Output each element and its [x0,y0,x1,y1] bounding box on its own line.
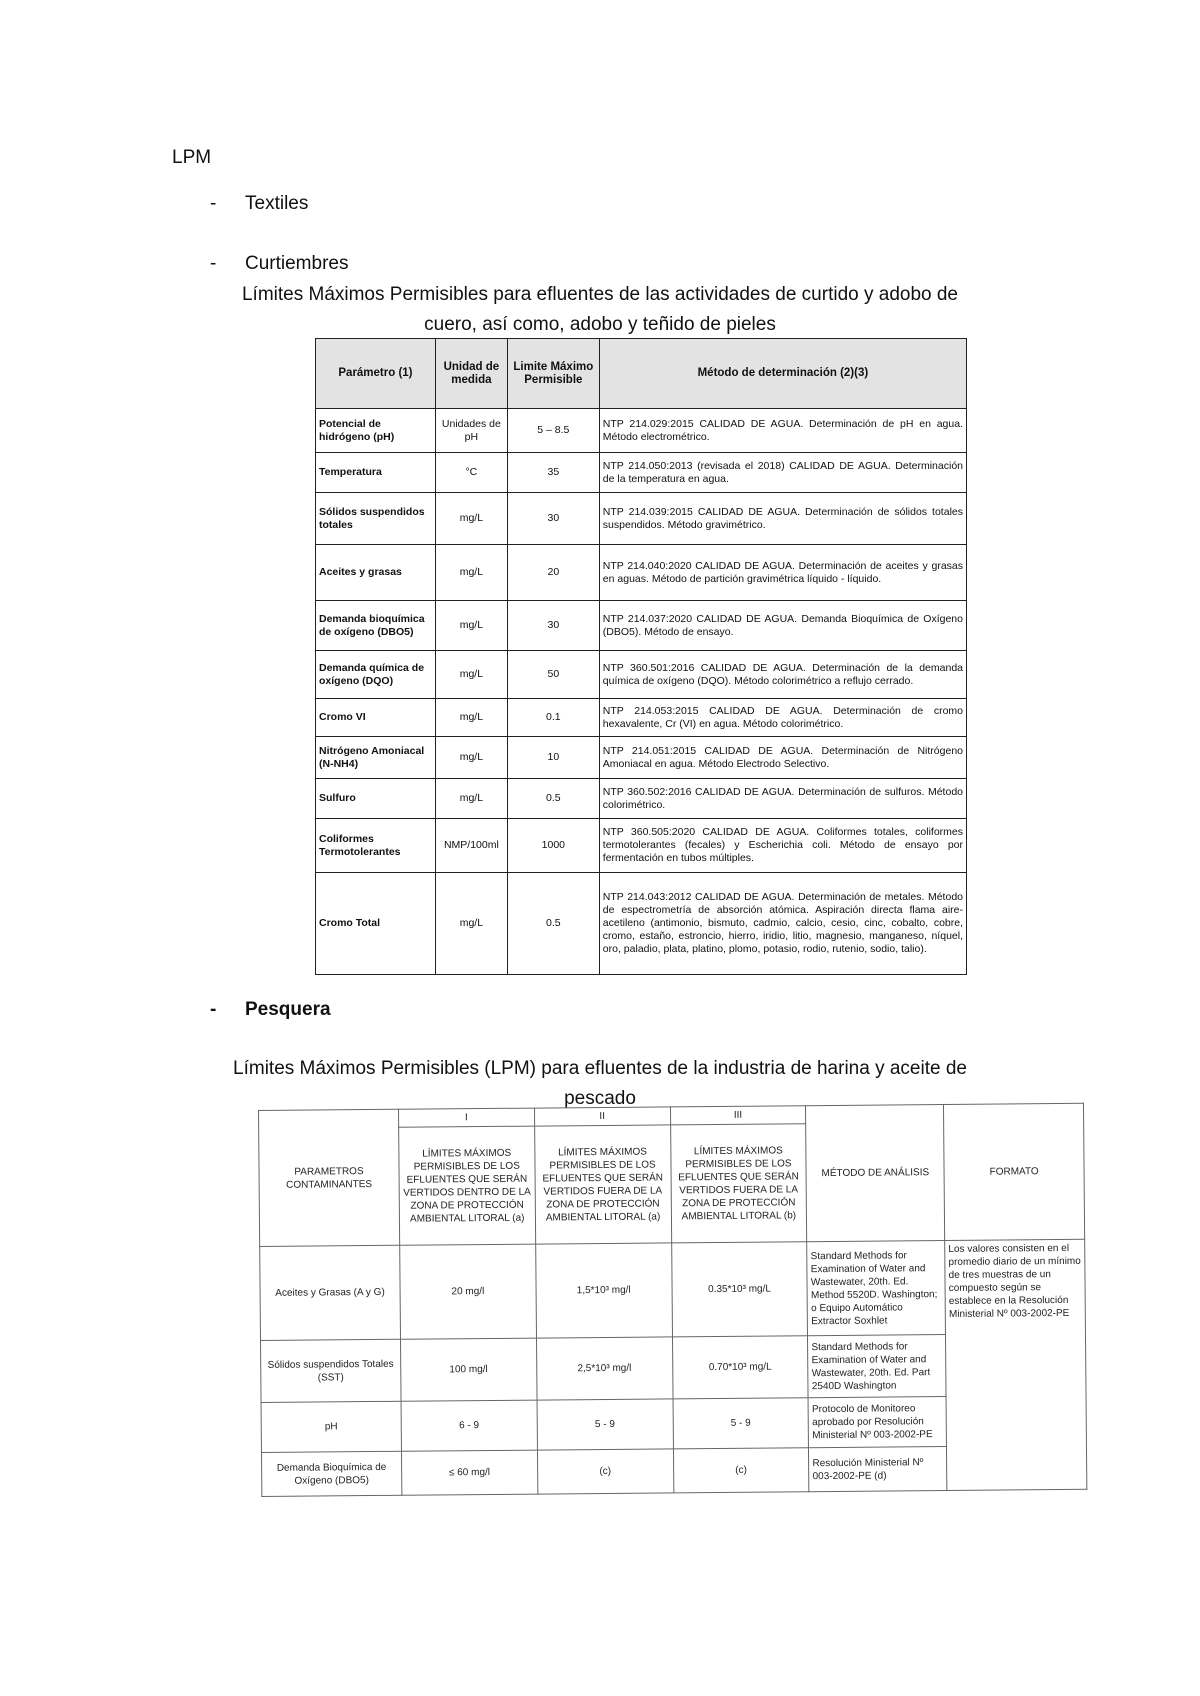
cell-unit: Unidades de pH [435,409,507,453]
cell-c3: 0.70*10³ mg/L [672,1336,808,1399]
cell-param: Aceites y Grasas (A y G) [260,1245,401,1340]
cell-c3: 0.35*10³ mg/L [671,1242,808,1337]
table-row [316,453,967,493]
header-col1: LÍMITES MÁXIMOS PERMISIBLES DE LOS EFLUENTES QUE SERÁN VERTIDOS DENTRO DE LA ZONA DE PROTECCIÓN AMBIENTAL LITORAL (a) [399,1126,536,1245]
cell-param: Potencial de hidrógeno (pH) [316,409,436,453]
roman-numeral: II [534,1107,670,1126]
table-row [260,1239,1086,1340]
table-row [316,873,967,975]
cell-method: NTP 360.502:2016 CALIDAD DE AGUA. Determinación de sulfuros. Método colorimétrico. [599,779,966,819]
title-line: pescado [564,1088,636,1109]
table-row [316,819,967,873]
header-metodo: MÉTODO DE ANÁLISIS [806,1105,945,1242]
cell-method: NTP 214.039:2015 CALIDAD DE AGUA. Determinación de sólidos totales suspendidos. Método gravimétrico. [599,493,966,545]
cell-limit: 0.1 [507,699,599,737]
list-dash: - [210,193,217,214]
header-param: PARAMETROS CONTAMINANTES [259,1109,400,1246]
curtiembres-title [170,280,1030,340]
table-row [316,779,967,819]
header-formato: FORMATO [944,1103,1085,1240]
cell-c2: 5 - 9 [537,1399,673,1450]
cell-method: NTP 360.505:2020 CALIDAD DE AGUA. Coliformes totales, coliformes termotolerantes (fecales) y Escherichia coli. Método de ensayo por fermentación en tubos múltiples. [599,819,966,873]
cell-unit: mg/L [435,779,507,819]
header-limite: Limite Máximo Permisible [507,339,599,409]
list-dash: - [210,999,217,1020]
cell-unit: °C [435,453,507,493]
cell-param: Coliformes Termotolerantes [316,819,436,873]
cell-param: Demanda bioquímica de oxígeno (DBO5) [316,601,436,651]
header-metodo: Método de determinación (2)(3) [599,339,966,409]
cell-c1: 6 - 9 [401,1400,537,1451]
cell-unit: mg/L [435,545,507,601]
roman-numeral: III [670,1106,806,1125]
cell-c3: (c) [673,1448,809,1493]
cell-limit: 10 [507,737,599,779]
cell-unit: mg/L [435,737,507,779]
table-row [316,493,967,545]
header-unidad: Unidad de medida [435,339,507,409]
cell-param: Cromo VI [316,699,436,737]
cell-unit: mg/L [435,699,507,737]
cell-limit: 30 [507,601,599,651]
title-line: cuero, así como, adobo y teñido de pieles [424,314,776,335]
cell-limit: 30 [507,493,599,545]
table-row [316,601,967,651]
table-row [316,545,967,601]
cell-param: Demanda química de oxígeno (DQO) [316,651,436,699]
cell-limit: 20 [507,545,599,601]
cell-param: Aceites y grasas [316,545,436,601]
cell-method: NTP 214.040:2020 CALIDAD DE AGUA. Determinación de aceites y grasas en aguas. Método de partición gravimétrica líquido - líquido. [599,545,966,601]
cell-unit: mg/L [435,651,507,699]
cell-unit: mg/L [435,873,507,975]
cell-method: NTP 214.053:2015 CALIDAD DE AGUA. Determinación de cromo hexavalente, Cr (VI) en agua. Método colorimétrico. [599,699,966,737]
cell-method: NTP 360.501:2016 CALIDAD DE AGUA. Determinación de la demanda química de oxígeno (DQO). Método colorimétrico a reflujo cerrado. [599,651,966,699]
cell-param: Sólidos suspendidos Totales (SST) [261,1339,401,1402]
cell-param: Demanda Bioquímica de Oxígeno (DBO5) [261,1451,401,1496]
cell-unit: mg/L [435,601,507,651]
pesquera-table-scan [258,1103,1087,1497]
cell-method: Standard Methods for Examination of Water and Wastewater, 20th. Ed. Part 2540D Washington [808,1335,946,1398]
title-line: Límites Máximos Permisibles (LPM) para efluentes de la industria de harina y aceite de [233,1058,967,1079]
cell-param: pH [261,1401,401,1452]
cell-limit: 1000 [507,819,599,873]
list-item-pesquera: Pesquera [245,999,331,1020]
cell-c2: 2,5*10³ mg/l [536,1337,672,1400]
cell-c1: 20 mg/l [400,1244,537,1339]
cell-param: Temperatura [316,453,436,493]
cell-unit: mg/L [435,493,507,545]
cell-c2: 1,5*10³ mg/l [535,1243,672,1338]
cell-c2: (c) [537,1449,673,1494]
cell-param: Sólidos suspendidos totales [316,493,436,545]
cell-param: Nitrógeno Amoniacal (N-NH4) [316,737,436,779]
cell-param: Cromo Total [316,873,436,975]
pesquera-table [258,1103,1087,1497]
header-parametro: Parámetro (1) [316,339,436,409]
cell-method: Standard Methods for Examination of Water and Wastewater, 20th. Ed. Method 5520D. Washington; o Equipo Automático Extractor Soxhlet [807,1241,946,1336]
cell-limit: 35 [507,453,599,493]
cell-method: NTP 214.043:2012 CALIDAD DE AGUA. Determinación de metales. Método de espectrometría de absorción atómica. Aspiración directa flama aire-acetileno (antimonio, bismuto, cadmio, calcio, cesio, cinc, cobalto, cobre, cromo, estaño, estroncio, hierro, iridio, litio, magnesio, manganeso, níquel, oro, paladio, plata, platino, plomo, potasio, rodio, rutenio, sodio, talio). [599,873,966,975]
cell-method: NTP 214.050:2013 (revisada el 2018) CALIDAD DE AGUA. Determinación de la temperatura en agua. [599,453,966,493]
roman-numeral: I [398,1108,534,1127]
table-row [316,737,967,779]
cell-c1: 100 mg/l [400,1338,536,1401]
heading-lpm: LPM [172,147,212,168]
cell-formato: Los valores consisten en el promedio diario de un mínimo de tres muestras de un compuesto según se establece en la Resolución Ministerial Nº 003-2002-PE [945,1239,1087,1490]
cell-method: NTP 214.037:2020 CALIDAD DE AGUA. Demanda Bioquímica de Oxígeno (DBO5). Método de ensayo. [599,601,966,651]
cell-c3: 5 - 9 [673,1398,809,1449]
cell-method: NTP 214.051:2015 CALIDAD DE AGUA. Determinación de Nitrógeno Amoniacal en agua. Método Electrodo Selectivo. [599,737,966,779]
table-row [316,409,967,453]
cell-method: Protocolo de Monitoreo aprobado por Resolución Ministerial Nº 003-2002-PE [808,1397,946,1448]
cell-limit: 0.5 [507,779,599,819]
list-dash: - [210,253,217,274]
title-line: Límites Máximos Permisibles para efluentes de las actividades de curtido y adobo de [241,284,959,305]
cell-limit: 5 – 8.5 [507,409,599,453]
cell-method: NTP 214.029:2015 CALIDAD DE AGUA. Determinación de pH en agua. Método electrométrico. [599,409,966,453]
list-item-textiles: Textiles [245,193,309,214]
cell-limit: 0.5 [507,873,599,975]
header-col2: LÍMITES MÁXIMOS PERMISIBLES DE LOS EFLUENTES QUE SERÁN VERTIDOS FUERA DE LA ZONA DE PROTECCIÓN AMBIENTAL LITORAL (a) [534,1125,671,1244]
cell-param: Sulfuro [316,779,436,819]
curtiembres-table [315,338,967,975]
header-col3: LÍMITES MÁXIMOS PERMISIBLES DE LOS EFLUENTES QUE SERÁN VERTIDOS FUERA DE LA ZONA DE PROTECCIÓN AMBIENTAL LITORAL (b) [670,1124,807,1243]
cell-limit: 50 [507,651,599,699]
cell-c1: ≤ 60 mg/l [401,1450,537,1495]
cell-unit: NMP/100ml [435,819,507,873]
list-item-curtiembres: Curtiembres [245,253,349,274]
cell-method: Resolución Ministerial Nº 003-2002-PE (d) [809,1447,947,1492]
table-row [316,699,967,737]
table-row [316,651,967,699]
